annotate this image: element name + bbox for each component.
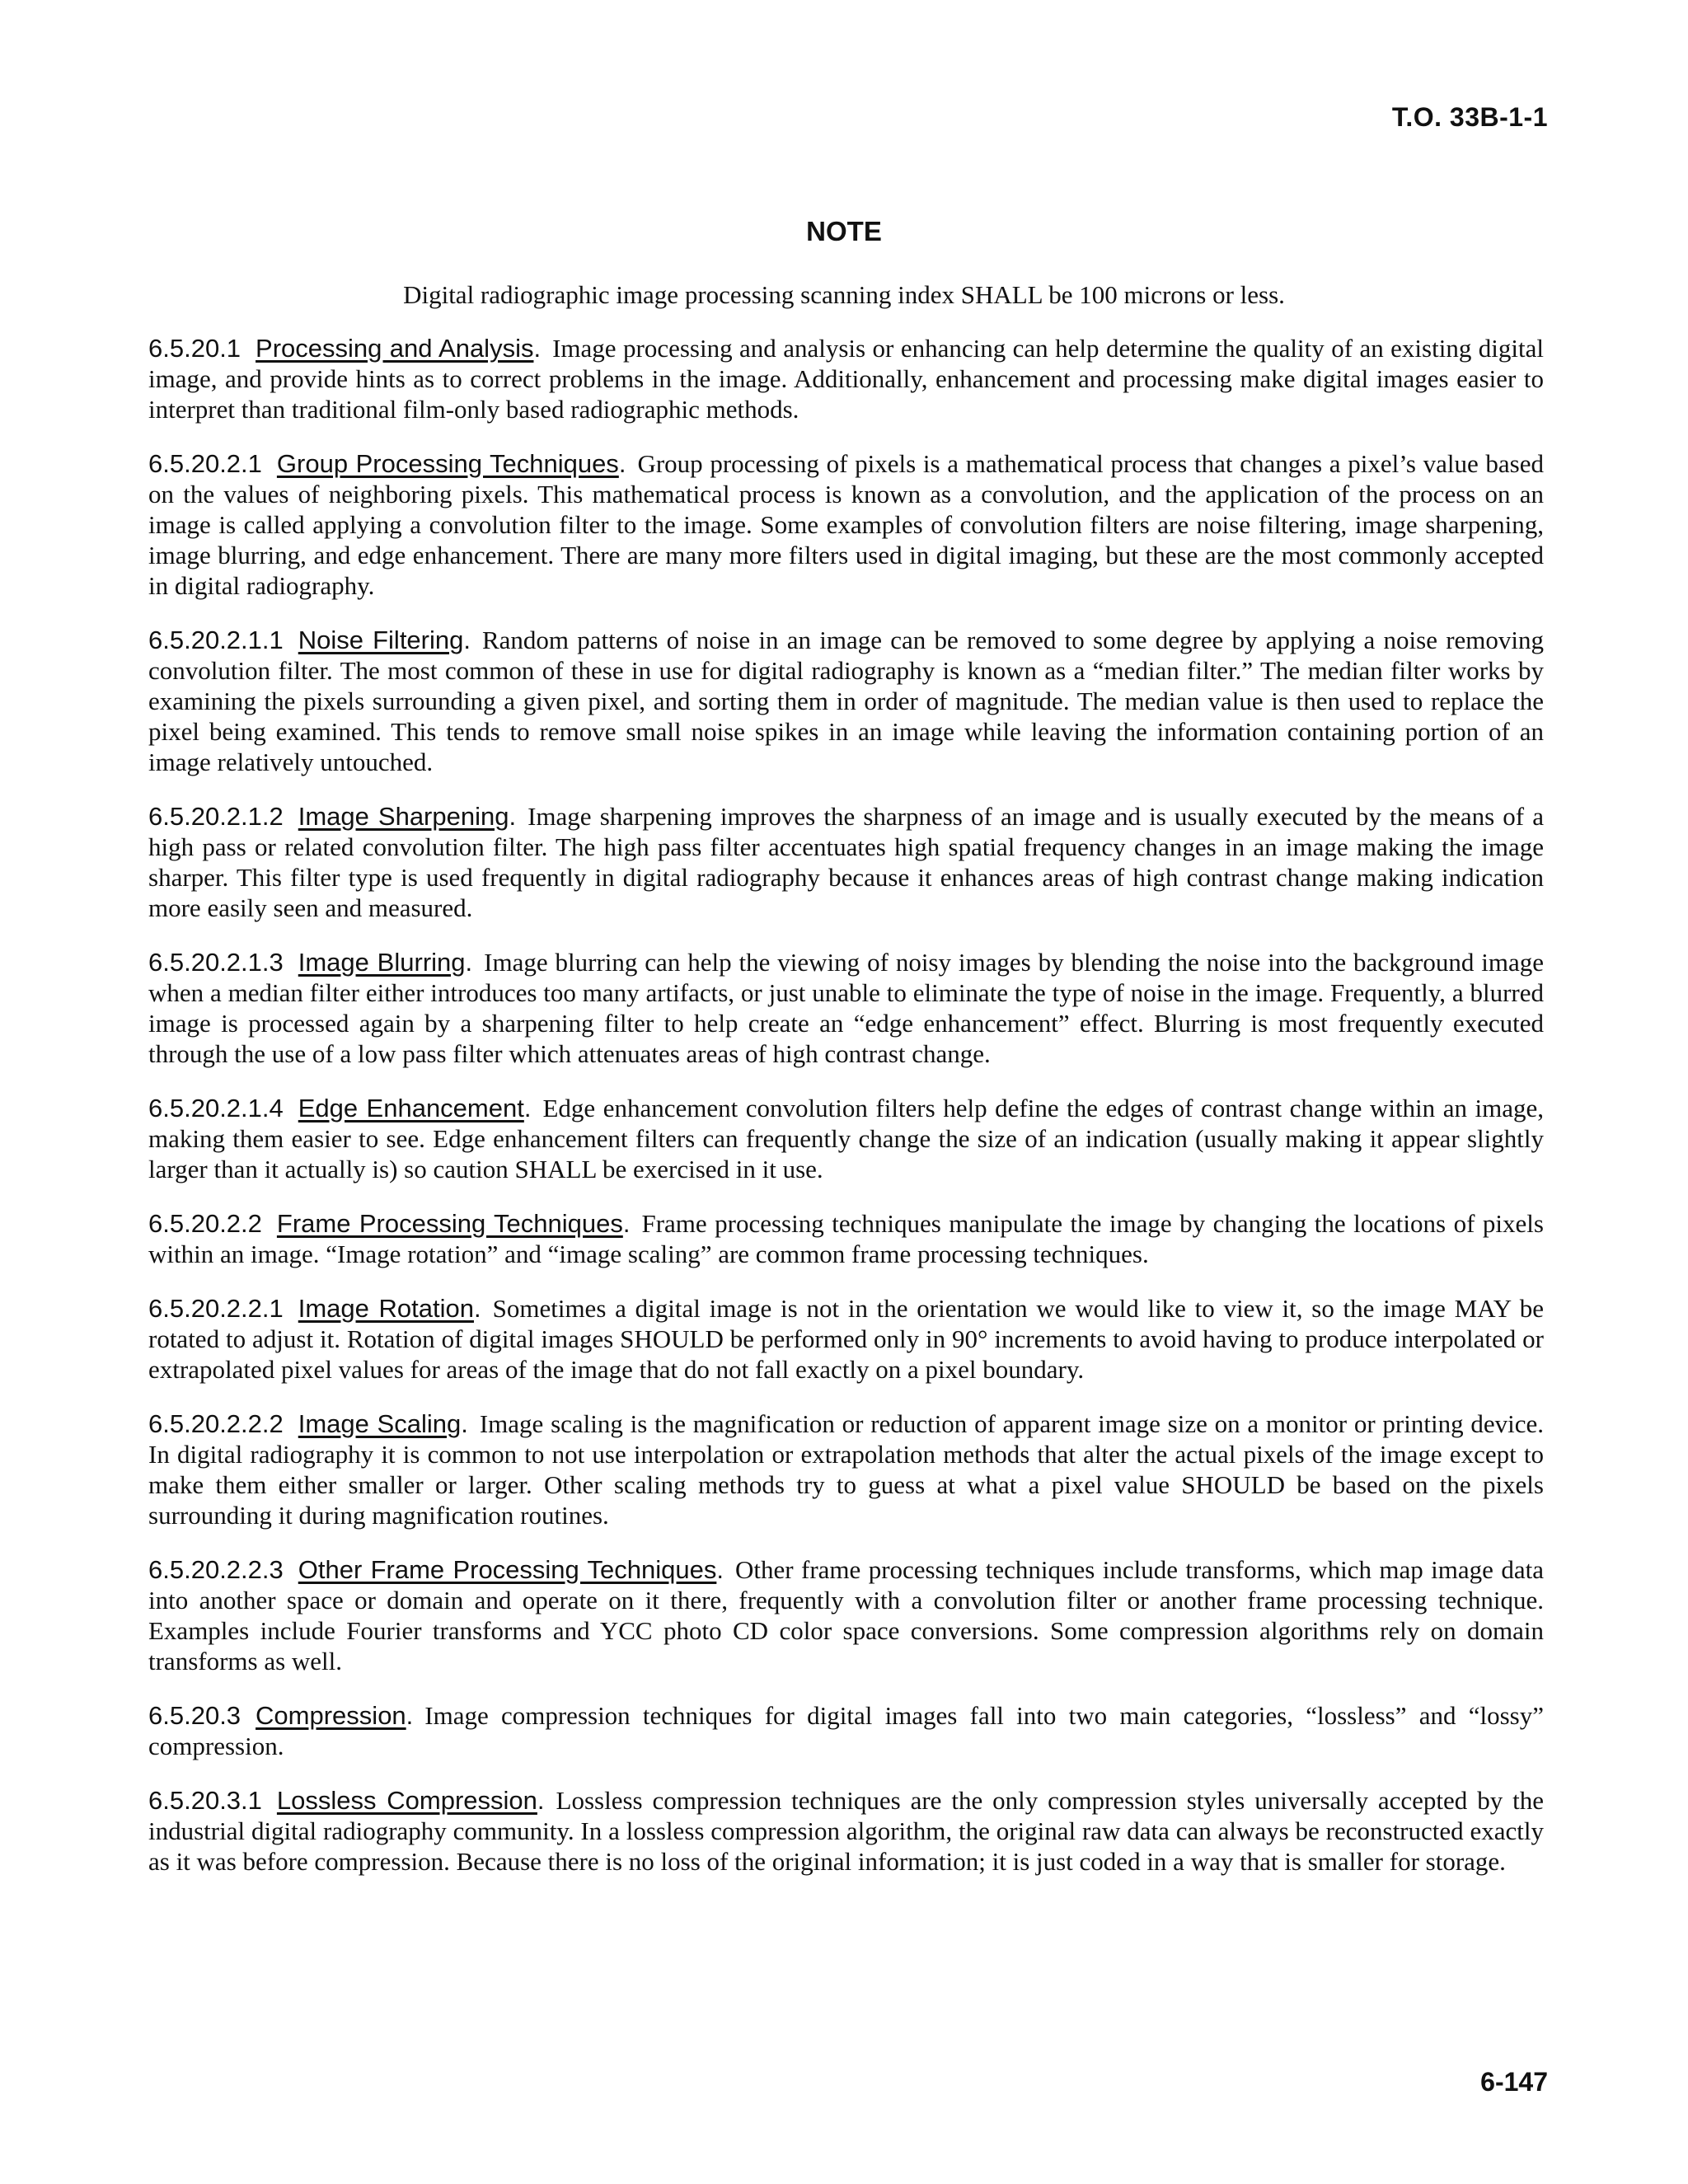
paragraph: 6.5.20.2.2.1 Image Rotation. Sometimes a digital image is not in the orientation we would like to view it, so the image MAY be rotated to adjust it. Rotation of digital images SHOULD be performed only in 90° increments to avoid having to produce interpolated or extrapolated pixel values for areas of the image that do not fall exactly on a pixel boundary. <box>148 1294 1544 1384</box>
paragraph-body: Random patterns of noise in an image can be removed to some degree by applying a noise removing convolution filter. The most common of these in use for digital radiography is known as a “median filter.” The median filter works by examining the pixels surrounding a given pixel, and sorting them in order of magnitude. The median value is then used to replace the pixel being examined. This tends to remove small noise spikes in an image while leaving the information containing portion of an image relatively untouched. <box>148 626 1544 776</box>
paragraph-number: 6.5.20.2.1.3 <box>148 948 284 977</box>
paragraph: 6.5.20.2.2 Frame Processing Techniques. Frame processing techniques manipulate the image by changing the locations of pixels within an image. “Image rotation” and “image scaling” are common frame processing techniques. <box>148 1209 1544 1268</box>
paragraph: 6.5.20.1 Processing and Analysis. Image processing and analysis or enhancing can help determine the quality of an existing digital image, and provide hints as to correct problems in the image. Additionally, enhancement and processing make digital images easier to interpret than traditional film-only based radiographic methods. <box>148 334 1544 424</box>
paragraph-title: Processing and Analysis <box>256 334 534 363</box>
paragraph-title: Image Rotation <box>298 1294 474 1323</box>
paragraph: 6.5.20.2.2.3 Other Frame Processing Techniques. Other frame processing techniques include transforms, which map image data into another space or domain and operate on it there, frequently with a convolution filter or another frame processing technique. Examples include Fourier transforms and YCC photo CD color space conversions. Some compression algorithms rely on domain transforms as well. <box>148 1555 1544 1675</box>
paragraph-title: Lossless Compression <box>276 1786 537 1815</box>
paragraph-body: Group processing of pixels is a mathematical process that changes a pixel’s value based on the values of neighboring pixels. This mathematical process is known as a convolution, and the application of the process on an image is called applying a convolution filter to the image. Some examples of convolution filters are noise filtering, image sharpening, image blurring, and edge enhancement. There are many more filters used in digital imaging, but these are the most commonly accepted in digital radiography. <box>148 449 1544 600</box>
paragraph-number: 6.5.20.2.2.1 <box>148 1294 284 1323</box>
paragraph-number: 6.5.20.2.1 <box>148 449 262 478</box>
paragraph-body: Image sharpening improves the sharpness of an image and is usually executed by the means of a high pass or related convolution filter. The high pass filter accentuates high spatial frequency changes in an image making the image sharper. This filter type is used frequently in digital radiography because it enhances areas of high contrast change making indication more easily seen and measured. <box>148 802 1545 922</box>
note-title: NOTE <box>806 216 882 246</box>
paragraph-body: Image blurring can help the viewing of noisy images by blending the noise into the background image when a median filter either introduces too many artifacts, or just unable to eliminate the type of noise in the image. Frequently, a blurred image is processed again by a sharpening filter to help create an “edge enhancement” effect. Blurring is most frequently executed through the use of a low pass filter which attenuates areas of high contrast change. <box>148 948 1545 1068</box>
page-number: 6-147 <box>1480 2067 1548 2097</box>
paragraph: 6.5.20.2.1.4 Edge Enhancement. Edge enhancement convolution filters help define the edges of contrast change within an image, making them easier to see. Edge enhancement filters can frequently change the size of an indication (usually making it appear slightly larger than it actually is) so caution SHALL be exercised in it use. <box>148 1094 1544 1183</box>
paragraph-title: Noise Filtering <box>298 626 464 654</box>
paragraph-body: Frame processing techniques manipulate the image by changing the locations of pixels within an image. “Image rotation” and “image scaling” are common frame processing techniques. <box>148 1209 1544 1268</box>
paragraph-number: 6.5.20.2.2.2 <box>148 1409 284 1438</box>
paragraph-body: Other frame processing techniques include transforms, which map image data into another space or domain and operate on it there, frequently with a convolution filter or another frame processing technique. Examples include Fourier transforms and YCC photo CD color space conversions. Some compression algorithms rely on domain transforms as well. <box>148 1555 1544 1675</box>
document-body <box>148 333 1544 1900</box>
paragraph-number: 6.5.20.2.2 <box>148 1209 262 1238</box>
paragraph: 6.5.20.2.1.2 Image Sharpening. Image sharpening improves the sharpness of an image and is usually executed by the means of a high pass or related convolution filter. The high pass filter accentuates high spatial frequency changes in an image making the image sharper. This filter type is used frequently in digital radiography because it enhances areas of high contrast change making indication more easily seen and measured. <box>148 802 1545 922</box>
paragraph-title: Frame Processing Techniques <box>276 1209 623 1238</box>
paragraph: 6.5.20.2.2.2 Image Scaling. Image scaling is the magnification or reduction of apparent image size on a monitor or printing device. In digital radiography it is common to not use interpolation or extrapolation methods that alter the actual pixels of the image except to make them either smaller or larger. Other scaling methods try to guess at what a pixel value SHOULD be based on the pixels surrounding it during magnification routines. <box>148 1409 1544 1530</box>
paragraph-number: 6.5.20.2.2.3 <box>148 1555 284 1584</box>
paragraph-body: Sometimes a digital image is not in the orientation we would like to view it, so the image MAY be rotated to adjust it. Rotation of digital images SHOULD be performed only in 90° increments to avoid having to produce interpolated or extrapolated pixel values for areas of the image that do not fall exactly on a pixel boundary. <box>148 1294 1544 1384</box>
paragraph-title: Image Blurring <box>298 948 466 977</box>
paragraph-title: Other Frame Processing Techniques <box>298 1555 717 1584</box>
paragraph-body: Lossless compression techniques are the only compression styles universally accepted by the industrial digital radiography community. In a lossless compression algorithm, the original raw data can always be reconstructed exactly as it was before compression. Because there is no loss of the original information; it is just coded in a way that is smaller for storage. <box>148 1786 1544 1876</box>
paragraph-body: Image compression techniques for digital images fall into two main categories, “lossless” and “lossy” compression. <box>148 1701 1544 1760</box>
paragraph-body: Image processing and analysis or enhancing can help determine the quality of an existing digital image, and provide hints as to correct problems in the image. Additionally, enhancement and processing make digital images easier to interpret than traditional film-only based radiographic methods. <box>148 334 1544 424</box>
paragraph-number: 6.5.20.1 <box>148 334 241 363</box>
paragraph-number: 6.5.20.2.1.1 <box>148 626 284 654</box>
paragraph-title: Edge Enhancement <box>298 1094 524 1122</box>
paragraph: 6.5.20.2.1 Group Processing Techniques. Group processing of pixels is a mathematical process that changes a pixel’s value based on the values of neighboring pixels. This mathematical process is known as a convolution, and the application of the process on an image is called applying a convolution filter to the image. Some examples of convolution filters are noise filtering, image sharpening, image blurring, and edge enhancement. There are many more filters used in digital imaging, but these are the most commonly accepted in digital radiography. <box>148 449 1544 600</box>
note-text: Digital radiographic image processing scanning index SHALL be 100 microns or less. <box>403 280 1285 309</box>
paragraph: 6.5.20.3.1 Lossless Compression. Lossless compression techniques are the only compression styles universally accepted by the industrial digital radiography community. In a lossless compression algorithm, the original raw data can always be reconstructed exactly as it was before compression. Because there is no loss of the original information; it is just coded in a way that is smaller for storage. <box>148 1786 1544 1876</box>
paragraph: 6.5.20.2.1.1 Noise Filtering. Random patterns of noise in an image can be removed to some degree by applying a noise removing convolution filter. The most common of these in use for digital radiography is known as a “median filter.” The median filter works by examining the pixels surrounding a given pixel, and sorting them in order of magnitude. The median value is then used to replace the pixel being examined. This tends to remove small noise spikes in an image while leaving the information containing portion of an image relatively untouched. <box>148 626 1544 776</box>
paragraph-title: Group Processing Techniques <box>276 449 619 478</box>
paragraph-number: 6.5.20.3 <box>148 1701 241 1730</box>
paragraph-title: Compression <box>256 1701 406 1730</box>
paragraph-title: Image Scaling <box>298 1409 462 1438</box>
paragraph-body: Image scaling is the magnification or reduction of apparent image size on a monitor or printing device. In digital radiography it is common to not use interpolation or extrapolation methods that alter the actual pixels of the image except to make them either smaller or larger. Other scaling methods try to guess at what a pixel value SHOULD be based on the pixels surrounding it during magnification routines. <box>148 1409 1544 1530</box>
paragraph-number: 6.5.20.2.1.2 <box>148 802 284 831</box>
paragraph: 6.5.20.3 Compression. Image compression techniques for digital images fall into two main categories, “lossless” and “lossy” compression. <box>148 1701 1544 1760</box>
paragraph-title: Image Sharpening <box>298 802 509 831</box>
paragraph-number: 6.5.20.2.1.4 <box>148 1094 284 1122</box>
paragraph-number: 6.5.20.3.1 <box>148 1786 262 1815</box>
paragraph: 6.5.20.2.1.3 Image Blurring. Image blurring can help the viewing of noisy images by blending the noise into the background image when a median filter either introduces too many artifacts, or just unable to eliminate the type of noise in the image. Frequently, a blurred image is processed again by a sharpening filter to help create an “edge enhancement” effect. Blurring is most frequently executed through the use of a low pass filter which attenuates areas of high contrast change. <box>148 948 1545 1068</box>
paragraph-body: Edge enhancement convolution filters help define the edges of contrast change within an image, making them easier to see. Edge enhancement filters can frequently change the size of an indication (usually making it appear slightly larger than it actually is) so caution SHALL be exercised in it use. <box>148 1094 1544 1183</box>
document-id: T.O. 33B-1-1 <box>1391 102 1548 132</box>
